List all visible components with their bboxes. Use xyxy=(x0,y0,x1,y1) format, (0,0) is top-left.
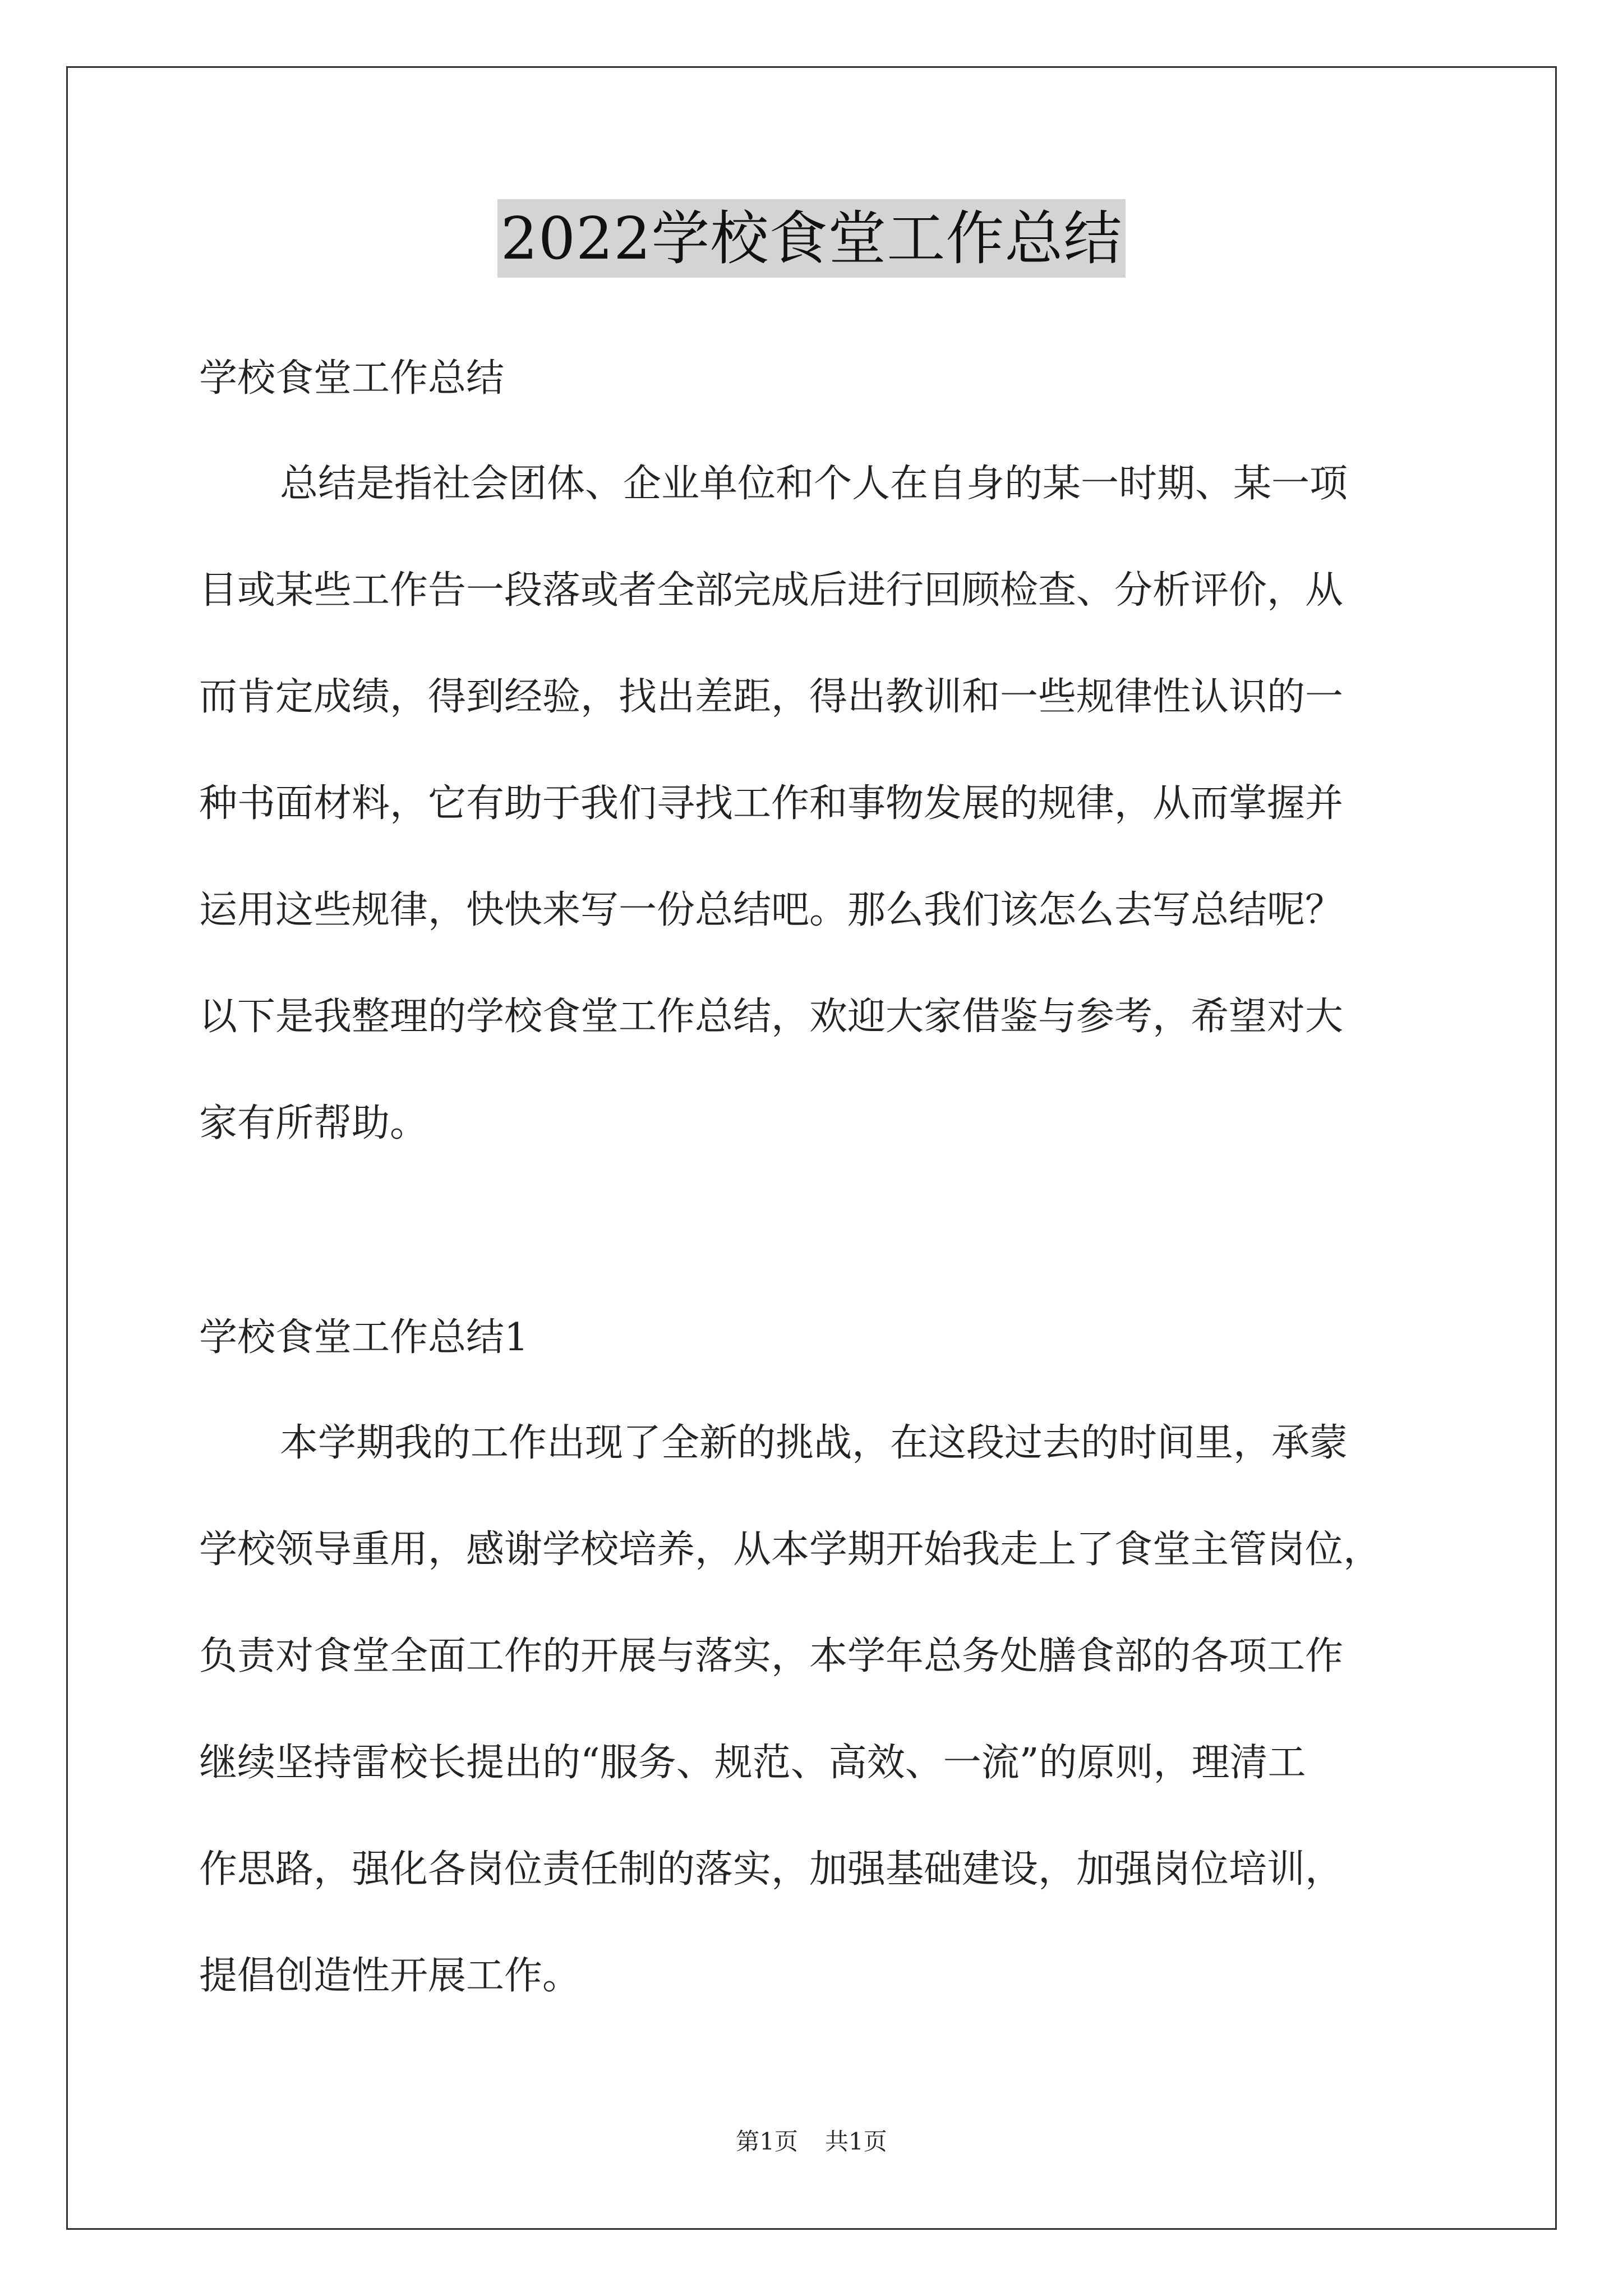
page-footer xyxy=(0,2126,1623,2157)
intro-line: 目或某些工作告一段落或者全部完成后进行回顾检查、分析评价，从 xyxy=(199,568,1344,613)
section-line: 继续坚持雷校长提出的“服务、规范、高效、一流”的原则，理清工 xyxy=(199,1741,1306,1785)
intro-line: 总结是指社会团体、企业单位和个人在自身的某一时期、某一项 xyxy=(280,462,1348,506)
page-number: 第1页 xyxy=(736,2128,798,2155)
page-total: 共1页 xyxy=(825,2128,887,2155)
document-subtitle: 学校食堂工作总结 xyxy=(199,356,505,401)
document-title: 2022学校食堂工作总结 xyxy=(497,199,1126,278)
section-line: 作思路，强化各岗位责任制的落实，加强基础建设，加强岗位培训， xyxy=(199,1847,1344,1892)
intro-line: 种书面材料，它有助于我们寻找工作和事物发展的规律，从而掌握并 xyxy=(199,781,1344,826)
intro-line: 运用这些规律，快快来写一份总结吧。那么我们该怎么去写总结呢？ xyxy=(199,888,1344,932)
section-heading: 学校食堂工作总结1 xyxy=(199,1315,529,1360)
section-line: 提倡创造性开展工作。 xyxy=(199,1954,581,1998)
intro-line: 家有所帮助。 xyxy=(199,1101,428,1145)
intro-line: 而肯定成绩，得到经验，找出差距，得出教训和一些规律性认识的一 xyxy=(199,675,1344,719)
section-line: 本学期我的工作出现了全新的挑战，在这段过去的时间里，承蒙 xyxy=(280,1421,1348,1465)
section-line: 负责对食堂全面工作的开展与落实，本学年总务处膳食部的各项工作 xyxy=(199,1634,1344,1678)
section-line: 学校领导重用，感谢学校培养，从本学期开始我走上了食堂主管岗位， xyxy=(199,1527,1382,1572)
title-container xyxy=(0,199,1623,278)
intro-line: 以下是我整理的学校食堂工作总结，欢迎大家借鉴与参考，希望对大 xyxy=(199,995,1344,1039)
